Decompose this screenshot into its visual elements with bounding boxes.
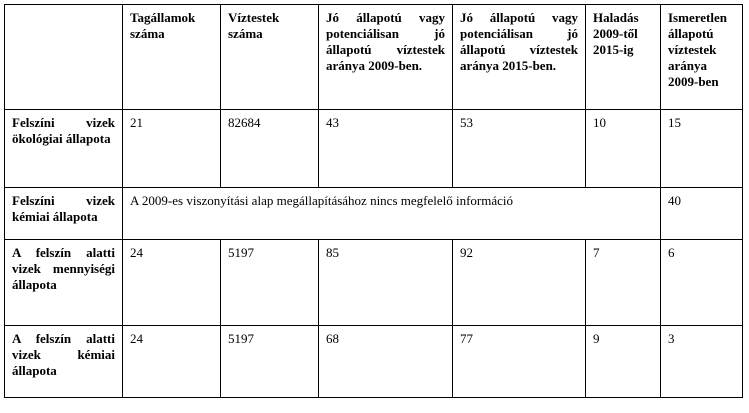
row-label: A felszín alatti vizek kémiai állapota xyxy=(5,326,123,398)
row-label: A felszín alatti vizek mennyiségi állapota xyxy=(5,240,123,326)
header-member-states: Tagállamok száma xyxy=(123,5,221,110)
merged-note-cell: A 2009-es viszonyítási alap megállapításához nincs megfelelő információ xyxy=(123,188,661,240)
row-label: Felszíni vizek ökológiai állapota xyxy=(5,110,123,188)
row-label: Felszíni vizek kémiai állapota xyxy=(5,188,123,240)
table-cell: 7 xyxy=(586,240,661,326)
table-cell: 3 xyxy=(661,326,743,398)
header-unknown-status-2009: Ismeretlen állapotú víztestek aránya 2009-ben xyxy=(661,5,743,110)
table-cell: 9 xyxy=(586,326,661,398)
table-cell: 82684 xyxy=(221,110,319,188)
table-cell: 43 xyxy=(319,110,453,188)
table-cell: 40 xyxy=(661,188,743,240)
table-row xyxy=(5,188,743,240)
table-cell: 10 xyxy=(586,110,661,188)
header-corner-cell xyxy=(5,5,123,110)
header-progress: Haladás 2009-től 2015-ig xyxy=(586,5,661,110)
table-row xyxy=(5,110,743,188)
table-cell: 85 xyxy=(319,240,453,326)
table-cell: 24 xyxy=(123,326,221,398)
header-good-status-2009: Jó állapotú vagy potenciálisan jó állapotú víztestek aránya 2009-ben. xyxy=(319,5,453,110)
table-cell: 5197 xyxy=(221,326,319,398)
table-cell: 53 xyxy=(453,110,586,188)
header-good-status-2015: Jó állapotú vagy potenciálisan jó állapotú víztestek aránya 2015-ben. xyxy=(453,5,586,110)
table-cell: 15 xyxy=(661,110,743,188)
table-cell: 92 xyxy=(453,240,586,326)
table-row xyxy=(5,326,743,398)
water-status-table xyxy=(4,4,743,398)
table-row xyxy=(5,240,743,326)
table-header-row xyxy=(5,5,743,110)
table-cell: 68 xyxy=(319,326,453,398)
table-cell: 21 xyxy=(123,110,221,188)
table-cell: 6 xyxy=(661,240,743,326)
table-cell: 5197 xyxy=(221,240,319,326)
table-cell: 77 xyxy=(453,326,586,398)
table-cell: 24 xyxy=(123,240,221,326)
header-water-bodies: Víztestek száma xyxy=(221,5,319,110)
